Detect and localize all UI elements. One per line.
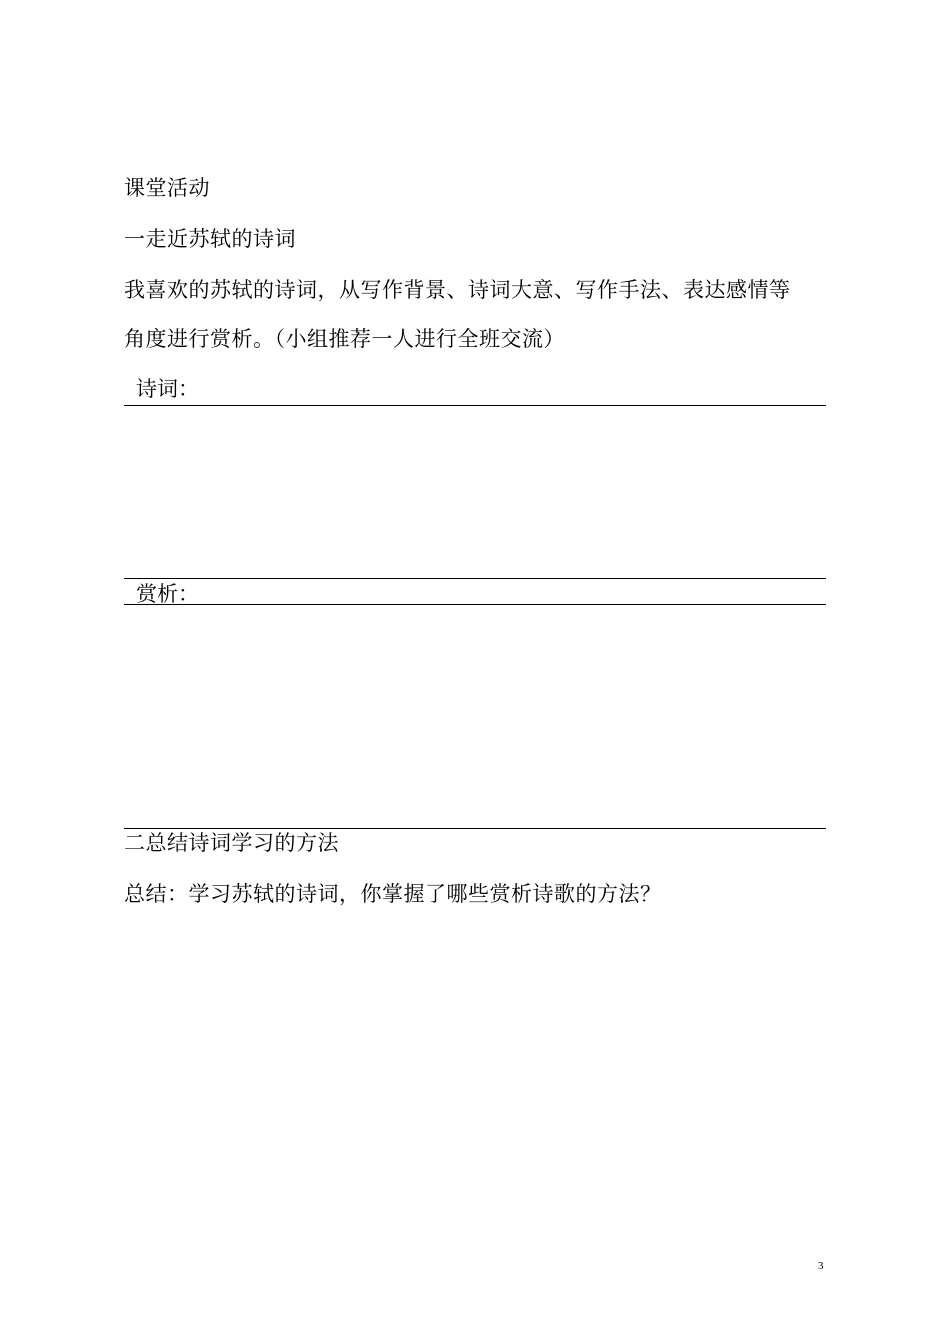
poem-area-bottom-rule [124,578,826,579]
analysis-label: 赏析： [136,582,199,606]
activity-heading: 课堂活动 [124,176,210,200]
instruction-line-1: 我喜欢的苏轼的诗词，从写作背景、诗词大意、写作手法、表达感情等 [124,278,791,302]
poem-label: 诗词： [136,377,199,401]
page-number: 3 [818,1260,824,1272]
instruction-line-2: 角度进行赏析。（小组推荐一人进行全班交流） [124,327,565,351]
summary-prompt: 总结：学习苏轼的诗词，你掌握了哪些赏析诗歌的方法？ [124,882,662,906]
section-two-title: 二总结诗词学习的方法 [124,831,339,855]
poem-answer-area[interactable] [124,406,826,578]
analysis-answer-area[interactable] [124,605,826,828]
summary-answer-area[interactable] [124,912,826,1232]
section-one-title: 一走近苏轼的诗词 [124,227,296,251]
